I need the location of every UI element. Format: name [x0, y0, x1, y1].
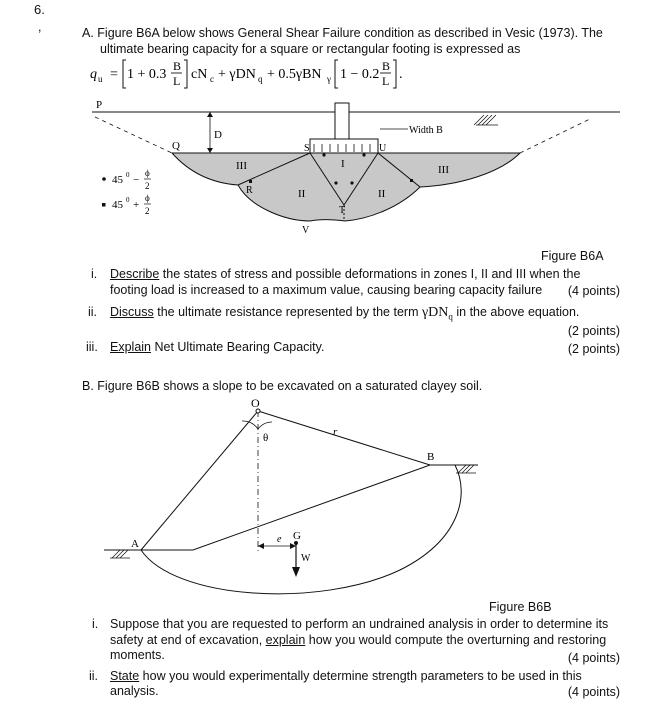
label-U: U — [379, 143, 387, 154]
label-zone-III-left: III — [236, 160, 247, 172]
eq-term3-sub: q — [258, 74, 263, 84]
term-gamma-dnq: γDN — [421, 305, 449, 320]
depth-arrow-top-icon — [207, 112, 213, 117]
margin-mark: , — [38, 20, 42, 34]
eq-term2-sub: c — [210, 74, 214, 84]
label-R: R — [246, 185, 253, 196]
label-r: r — [333, 426, 338, 438]
svg-text:+: + — [133, 199, 140, 211]
partB-i-line1: Suppose that you are requested to perform an undrained analysis in order to determine its — [110, 617, 609, 631]
legend-angle-plus — [102, 193, 151, 216]
label-zone-III-right: III — [438, 164, 449, 176]
svg-text:0: 0 — [126, 171, 130, 179]
excavated-slope-profile — [104, 465, 478, 550]
partA-intro-line2: ultimate bearing capacity for a square or rectangular footing is expressed as — [100, 42, 521, 56]
eq-term1-frac-num: B — [173, 59, 182, 73]
ground-hatch-left-icon — [110, 550, 130, 558]
label-V: V — [302, 225, 310, 236]
bracket-right-1 — [184, 60, 187, 88]
figure-b6b — [0, 395, 660, 600]
partA-i-points: (4 points) — [567, 284, 620, 298]
keyword-explain: Explain — [110, 340, 151, 354]
weight-arrow-head-icon — [292, 567, 300, 577]
svg-text:0: 0 — [126, 196, 130, 204]
eq-term4-sub: γ — [327, 74, 331, 84]
bracket-left-2 — [335, 60, 338, 88]
partA-iii-number: iii. — [86, 340, 98, 354]
bearing-capacity-equation — [60, 54, 480, 94]
bracket-right-2 — [393, 60, 396, 88]
partA-ii-points: (2 points) — [567, 324, 620, 338]
partA-ii-number: ii. — [88, 305, 98, 319]
label-zone-II-left: II — [298, 188, 306, 200]
legend-dot-icon — [102, 177, 106, 181]
eq-term4: + 0.5γBN — [267, 67, 322, 82]
label-Q: Q — [172, 140, 180, 152]
keyword-explain-b: explain — [265, 633, 306, 647]
keyword-state: State — [110, 669, 140, 683]
eq-lhs-sub: u — [98, 74, 103, 84]
partA-ii-line: Discuss the ultimate resistance represented by the term γDN$_q$ in the above equation. — [110, 305, 580, 322]
label-B: B — [427, 451, 435, 463]
ground-hatch-icon — [474, 115, 498, 125]
label-G: G — [293, 530, 301, 542]
label-T: T — [339, 205, 346, 216]
label-S: S — [304, 143, 310, 154]
partB-intro: B. Figure B6B shows a slope to be excavated on a saturated clayey soil. — [82, 379, 483, 393]
eq-term3: + γDN — [218, 67, 256, 82]
ground-hatch-right-icon — [456, 465, 476, 473]
svg-text:45: 45 — [112, 199, 123, 211]
eq-equals: = — [110, 67, 118, 82]
svg-text:2: 2 — [145, 181, 150, 191]
eq-term5-frac-num: B — [382, 59, 391, 73]
depth-arrow-bottom-icon — [207, 148, 213, 153]
question-number: 6. — [34, 2, 45, 17]
figure-b6a — [0, 95, 660, 245]
footing-column — [335, 103, 349, 139]
svg-text:−: − — [133, 174, 140, 186]
dashed-trace-right — [520, 119, 590, 153]
figure-b6b-caption: Figure B6B — [489, 600, 552, 614]
original-slope-line — [141, 411, 258, 550]
angle-marker-dot-icon — [350, 181, 353, 184]
eq-lhs: q — [90, 67, 97, 82]
svg-text:2: 2 — [145, 206, 150, 216]
partA-i-line1: Describe the states of stress and possible deformations in zones I, II and III when the — [110, 267, 581, 281]
legend-square-icon — [102, 203, 106, 207]
label-P: P — [96, 99, 103, 111]
label-W: W — [301, 553, 311, 564]
angle-marker-square-icon — [249, 180, 252, 183]
eq-term1-frac-den: L — [173, 74, 181, 88]
bracket-left-1 — [123, 60, 126, 88]
partB-ii-line1: State how you would experimentally determine strength parameters to be used in this — [110, 669, 582, 683]
footing — [310, 139, 378, 153]
partA-i-line2: footing load is increased to a maximum value, causing bearing capacity failure — [110, 283, 543, 297]
partB-i-line2: safety at end of excavation, explain how you would compute the overturning and restoring — [110, 633, 607, 647]
label-zone-I: I — [341, 158, 345, 170]
legend-angle-minus — [102, 168, 151, 191]
partB-i-points: (4 points) — [567, 651, 620, 665]
radius-line — [258, 411, 430, 465]
svg-text:ϕ: ϕ — [145, 168, 150, 178]
partA-iii-line: Explain Net Ultimate Bearing Capacity. — [110, 340, 325, 354]
partB-i-line3: moments. — [110, 648, 165, 662]
eq-term1: 1 + 0.3 — [127, 67, 167, 82]
partA-i-number: i. — [91, 267, 98, 281]
partB-ii-points: (4 points) — [567, 685, 620, 699]
svg-text:45: 45 — [112, 174, 123, 186]
svg-text:ϕ: ϕ — [145, 193, 150, 203]
failure-zone-shading — [172, 153, 520, 221]
partB-ii-line2: analysis. — [110, 684, 159, 698]
label-width: Width B — [409, 125, 443, 136]
eq-term2: cN — [191, 67, 208, 82]
eccentricity-arrow-left-icon — [258, 543, 264, 549]
angle-marker-dot-icon — [362, 153, 365, 156]
eq-term5-frac-den: L — [382, 74, 390, 88]
keyword-discuss: Discuss — [110, 305, 154, 319]
label-D: D — [214, 129, 222, 141]
partA-intro-line1: A. Figure B6A below shows General Shear Failure condition as described in Vesic (1973). The — [82, 26, 603, 40]
label-zone-II-right: II — [378, 188, 386, 200]
partB-i-number: i. — [92, 617, 99, 631]
label-O: O — [251, 396, 260, 410]
dashed-trace-left — [95, 117, 172, 153]
partA-iii-points: (2 points) — [567, 342, 620, 356]
angle-marker-square-icon — [410, 179, 413, 182]
theta-arc-right — [258, 422, 272, 429]
eq-term5: 1 − 0.2 — [340, 67, 380, 82]
label-e: e — [277, 534, 282, 545]
slip-circle-arc — [141, 465, 461, 594]
angle-marker-dot-icon — [322, 153, 325, 156]
label-theta: θ — [263, 432, 269, 444]
eq-period: . — [399, 67, 403, 82]
partB-ii-number: ii. — [89, 669, 99, 683]
figure-b6a-caption: Figure B6A — [541, 249, 604, 263]
angle-marker-dot-icon — [334, 181, 337, 184]
label-A: A — [131, 538, 139, 550]
keyword-describe: Describe — [110, 267, 160, 281]
